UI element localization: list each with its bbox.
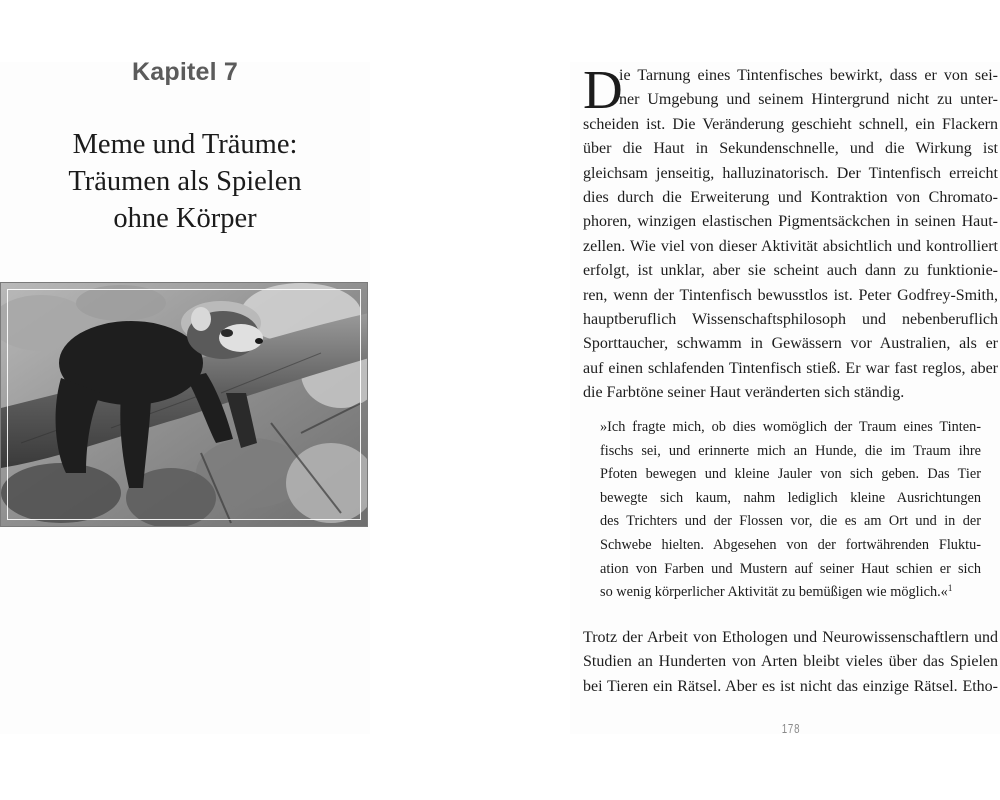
text-line: erfolgt, ist unklar, aber sie scheint auch dann zu funktionie- (583, 262, 998, 280)
text-line: ner Umgebung und seinem Hintergrund nicht zu unter- (619, 91, 998, 109)
footnote-reference[interactable]: 1 (947, 583, 953, 594)
text-line: phoren, winzigen elastischen Pigmentsäckchen in seinen Haut- (583, 213, 998, 231)
text-line: scheiden ist. Die Veränderung geschieht schnell, ein Flackern (583, 115, 998, 133)
text-line: auf einen schlafenden Tintenfisch stieß. Er war fast reglos, aber (583, 359, 998, 377)
chapter-title-line: Meme und Träume: (72, 129, 298, 160)
quote-line: »Ich fragte mich, ob dies womöglich der Traum eines Tinten- (600, 419, 981, 435)
chapter-label: Kapitel 7 (132, 58, 238, 86)
block-quote (600, 416, 981, 605)
paragraph-1 (583, 59, 998, 406)
quote-last-text: so wenig körperlicher Aktivität zu bemüßigen wie möglich.« (600, 584, 948, 601)
quote-line: Pfoten bewegen und kleine Jauler von sich geben. Das Tier (600, 466, 981, 483)
text-line: über die Haut in Sekundenschnelle, und die Wirkung ist (583, 140, 998, 158)
page-number: 178 (781, 721, 801, 736)
text-line: Studien an Hunderten von Arten bleibt vieles über das Spielen (583, 653, 998, 671)
red-panda-photo (0, 282, 368, 527)
photo-inner-border (7, 289, 361, 520)
text-line: Trotz der Arbeit von Ethologen und Neurowissenschaftlern und (583, 629, 998, 646)
quote-line: Schwebe hielten. Abgesehen von der fortwährenden Fluktu- (600, 536, 981, 553)
chapter-title (0, 126, 370, 237)
text-line: zellen. Wie viel von dieser Aktivität absichtlich und kontrolliert (583, 237, 998, 255)
text-line: bei Tieren ein Rätsel. Aber es ist nicht das einzige Rätsel. Etho- (583, 677, 998, 695)
quote-line: ation von Farben und Mustern auf seiner Haut schien er sich (600, 560, 981, 577)
quote-line: bewegte sich kaum, nahm lediglich kleine Ausrichtungen (600, 489, 981, 506)
text-line: ie Tarnung eines Tintenfisches bewirkt, dass er von sei- (619, 67, 998, 84)
chapter-title-line: Träumen als Spielen (68, 166, 302, 197)
paragraph-2 (583, 626, 998, 699)
text-line: gleichsam jenseitig, halluzinatorisch. Der Tintenfisch erreicht (583, 164, 998, 182)
drop-cap: D (583, 59, 623, 120)
text-line: hauptberuflich Wissenschaftsphilosoph und nebenberuflich (583, 311, 998, 329)
text-line: die Farbtöne seiner Haut veränderten sich ständig. (583, 384, 905, 402)
text-line: ren, wenn der Tintenfisch bewusstlos ist. Peter Godfrey-Smith, (583, 286, 998, 304)
text-line: Sporttaucher, schwamm in Gewässern vor Australien, als er (583, 335, 998, 353)
quote-line (600, 581, 981, 605)
text-line: dies durch die Erweiterung und Kontraktion von Chromato- (583, 189, 998, 207)
quote-line: des Trichters und der Flossen vor, die es am Ort und in der (600, 513, 981, 530)
quote-line: fischs sei, und erinnerte mich an Hunde, die im Traum ihre (600, 442, 981, 459)
chapter-title-line: ohne Körper (113, 203, 257, 234)
